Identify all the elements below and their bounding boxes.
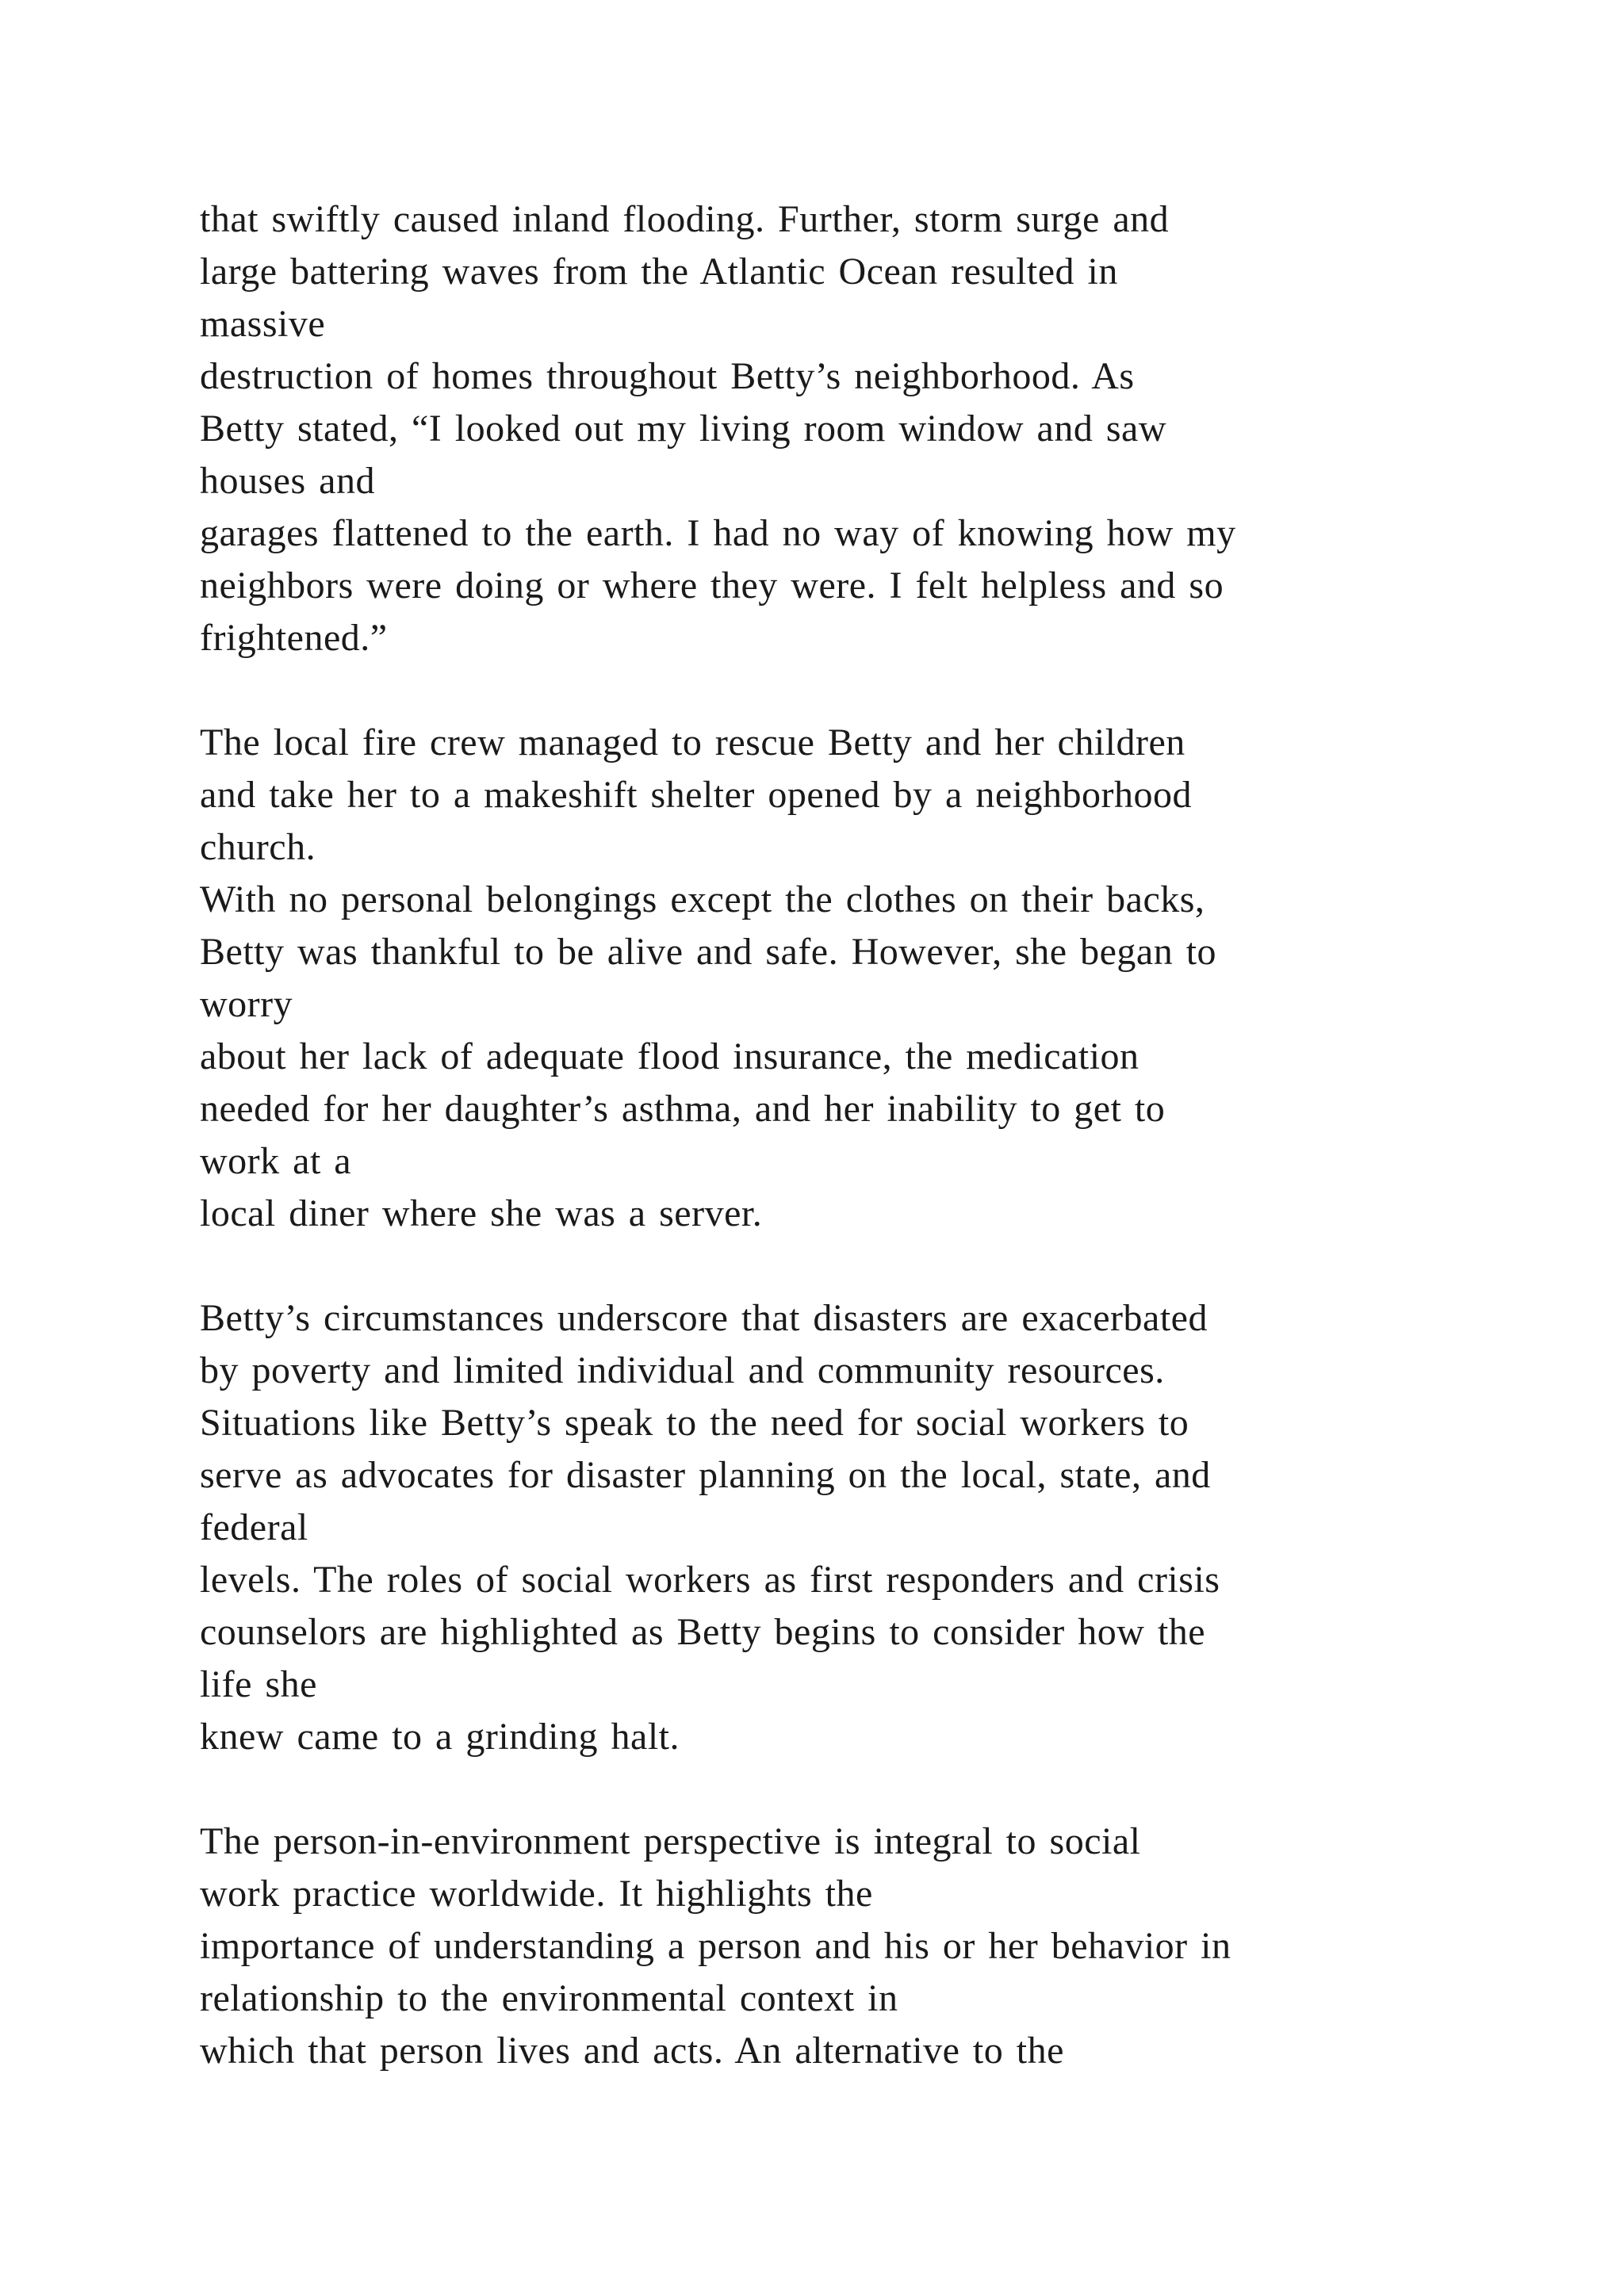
text-line: frightened.”: [200, 617, 388, 659]
text-line: The local fire crew managed to rescue Betty and her children: [200, 721, 1185, 763]
text-line: Betty was thankful to be alive and safe. However, she began to: [200, 931, 1217, 973]
paragraph-break: [200, 1240, 1500, 1292]
text-line: by poverty and limited individual and community resources.: [200, 1349, 1165, 1391]
text-line: about her lack of adequate flood insurance, the medication: [200, 1035, 1139, 1077]
text-line: houses and: [200, 460, 375, 502]
text-line: Betty’s circumstances underscore that disasters are exacerbated: [200, 1297, 1208, 1339]
text-line: relationship to the environmental context in: [200, 1977, 898, 2019]
text-line: Situations like Betty’s speak to the need for social workers to: [200, 1402, 1189, 1444]
text-line: large battering waves from the Atlantic Ocean resulted in: [200, 251, 1118, 293]
text-line: importance of understanding a person and his or her behavior in: [200, 1925, 1231, 1967]
text-line: work practice worldwide. It highlights the: [200, 1873, 873, 1915]
text-line: worry: [200, 983, 293, 1025]
text-line: massive: [200, 303, 326, 345]
text-line: The person-in-environment perspective is integral to social: [200, 1820, 1141, 1862]
text-line: serve as advocates for disaster planning on the local, state, and: [200, 1454, 1211, 1496]
text-line: garages flattened to the earth. I had no way of knowing how my: [200, 512, 1236, 554]
text-line: work at a: [200, 1140, 352, 1182]
text-line: federal: [200, 1506, 308, 1548]
text-line: local diner where she was a server.: [200, 1192, 763, 1234]
text-line: knew came to a grinding halt.: [200, 1716, 680, 1758]
text-line: counselors are highlighted as Betty begins to consider how the: [200, 1611, 1206, 1653]
text-line: and take her to a makeshift shelter opened by a neighborhood: [200, 774, 1192, 816]
paragraph-break: [200, 1763, 1500, 1816]
text-line: With no personal belongings except the clothes on their backs,: [200, 878, 1205, 920]
text-line: destruction of homes throughout Betty’s neighborhood. As: [200, 355, 1135, 397]
text-line: Betty stated, “I looked out my living room window and saw: [200, 408, 1166, 450]
paragraph-break: [200, 664, 1500, 717]
text-line: levels. The roles of social workers as first responders and crisis: [200, 1559, 1220, 1601]
text-line: which that person lives and acts. An alternative to the: [200, 2030, 1064, 2072]
text-line: church.: [200, 826, 316, 868]
body-text: [200, 193, 1500, 2077]
text-line: life she: [200, 1663, 317, 1705]
text-line: that swiftly caused inland flooding. Further, storm surge and: [200, 198, 1170, 240]
text-line: needed for her daughter’s asthma, and her inability to get to: [200, 1088, 1166, 1130]
text-line: neighbors were doing or where they were. I felt helpless and so: [200, 564, 1224, 607]
